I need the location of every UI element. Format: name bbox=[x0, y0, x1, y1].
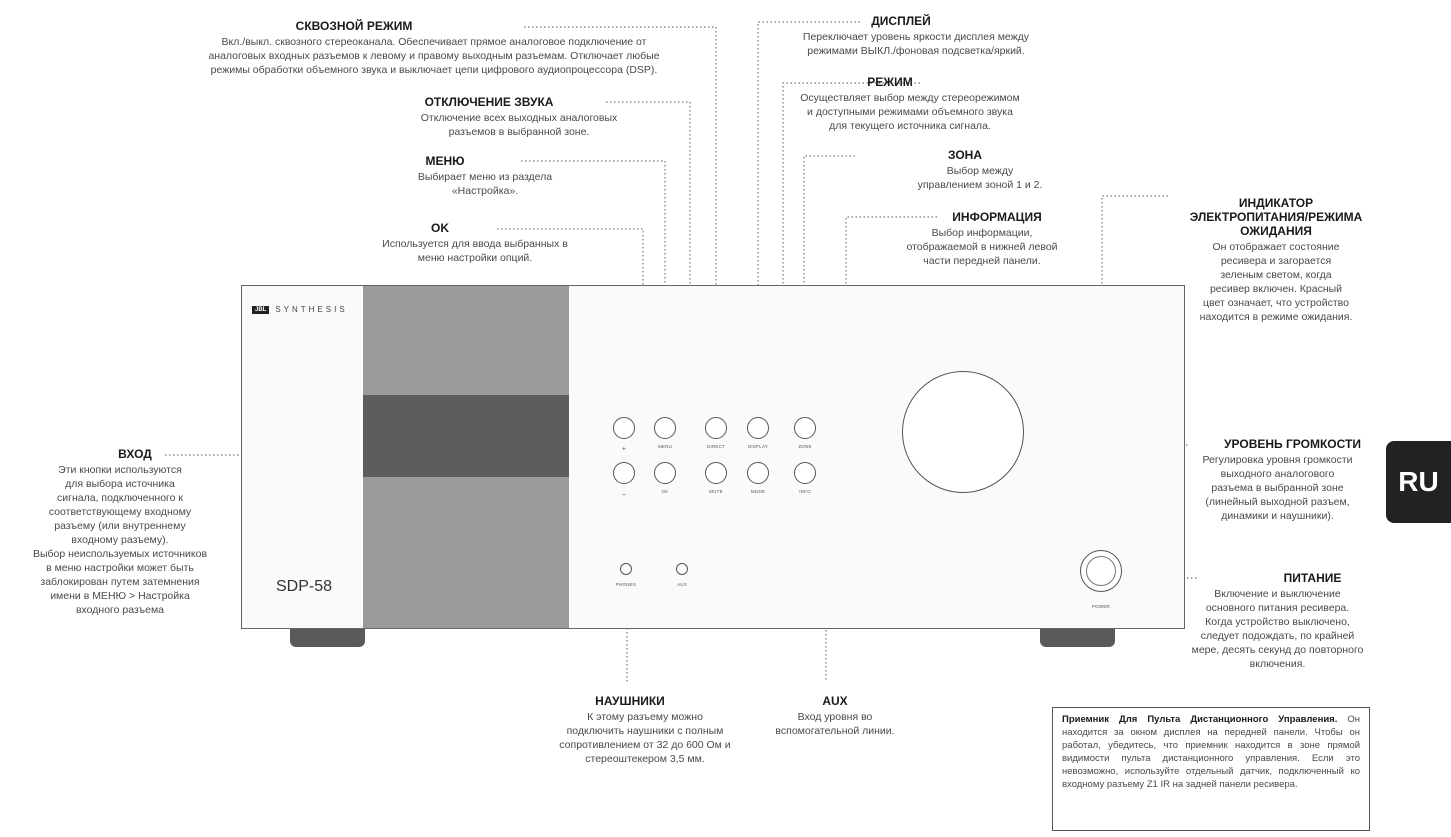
phones-jack[interactable] bbox=[620, 563, 632, 575]
zone-button[interactable] bbox=[794, 417, 816, 439]
display-label: DISPLAY bbox=[747, 444, 769, 449]
zone-annotation: ЗОНА Выбор между управлением зоной 1 и 2. bbox=[917, 148, 1043, 191]
brand-logo: JBL SYNTHESIS bbox=[252, 305, 348, 314]
info-label: INFO bbox=[799, 489, 811, 494]
ir-note-text: Он находится за окном дисплея на передней панели. Чтобы он работал, убедитесь, что приемник находится в зоне прямой видимости пульта дистанционного управления. Если это невозможно, используйте отдельный датчик, подключенный ко входному разъему Z1 IR на задней панели ресивера. bbox=[1062, 714, 1361, 790]
mode-annotation: РЕЖИМ Осуществляет выбор между стереорежимом и доступными режимами объемного звука для текущего источника сигнала. bbox=[800, 75, 1020, 132]
display-button[interactable] bbox=[747, 417, 769, 439]
input-up-label: + bbox=[621, 446, 627, 453]
menu-button[interactable] bbox=[654, 417, 676, 439]
direct-button[interactable] bbox=[705, 417, 727, 439]
power-label: POWER bbox=[1091, 604, 1110, 609]
mode-button[interactable] bbox=[747, 462, 769, 484]
ok-button[interactable] bbox=[654, 462, 676, 484]
phones-label: PHONES bbox=[615, 582, 637, 587]
power-button[interactable] bbox=[1080, 550, 1122, 592]
direct-label: DIRECT bbox=[707, 444, 725, 449]
ok-label: OK bbox=[661, 489, 669, 494]
model-label: SDP-58 bbox=[276, 578, 333, 595]
left-foot bbox=[290, 629, 365, 647]
power-annotation: ПИТАНИЕ Включение и выключение основного питания ресивера. Когда устройство выключено, следует подождать, по крайней мере, десять секунд до повторного включения. bbox=[1191, 571, 1364, 670]
input-annotation: ВХОД Эти кнопки используются для выбора источника сигнала, подключенного к соответствующему входному разъему (или внутреннему входному разъему). Выбор неиспользуемых источников в меню настройки может быть заблокирован путем затемнения имени в МЕНЮ > Настройка входного разъема bbox=[32, 447, 208, 616]
brand-subtitle: SYNTHESIS bbox=[275, 305, 348, 314]
direct-annotation: СКВОЗНОЙ РЕЖИМ Вкл./выкл. сквозного стереоканала. Обеспечивает прямое аналоговое подключение от аналоговых входных разъемов к левому и правому выходным разъемам. Отключает любые режимы обработки объемного звука и выключает цепи цифрового аудиопроцессора (DSP). bbox=[208, 19, 660, 76]
mode-label: MODE bbox=[750, 489, 766, 494]
phones-annotation: НАУШНИКИ К этому разъему можно подключить наушники с полным сопротивлением от 32 до 600 Ом и стереоштекером 3,5 мм. bbox=[559, 694, 731, 765]
mute-label: MUTE bbox=[709, 489, 723, 494]
input-down-button[interactable] bbox=[613, 462, 635, 484]
info-button[interactable] bbox=[794, 462, 816, 484]
ir-note-title: Приемник Для Пульта Дистанционного Управления. bbox=[1062, 714, 1338, 725]
mute-button[interactable] bbox=[705, 462, 727, 484]
language-tab: RU bbox=[1386, 441, 1451, 523]
display-annotation: ДИСПЛЕЙ Переключает уровень яркости дисплея между режимами ВЫКЛ./фоновая подсветка/яркий. bbox=[802, 14, 1030, 57]
input-down-label: – bbox=[621, 491, 627, 498]
standby-annotation: ИНДИКАТОР ЭЛЕКТРОПИТАНИЯ/РЕЖИМА ОЖИДАНИЯ Он отображает состояние ресивера и загорается зеленым светом, когда ресивер включен. Красный цвет означает, что устройство находится в режиме ожидания. bbox=[1189, 196, 1363, 323]
info-annotation: ИНФОРМАЦИЯ Выбор информации, отображаемой в нижней левой части передней панели. bbox=[906, 210, 1058, 267]
right-foot bbox=[1040, 629, 1115, 647]
aux-jack[interactable] bbox=[676, 563, 688, 575]
input-up-button[interactable] bbox=[613, 417, 635, 439]
volume-annotation: УРОВЕНЬ ГРОМКОСТИ Регулировка уровня громкости выходного аналогового разъема в выбранной зоне (линейный выходной разъем, динамики и наушники). bbox=[1202, 437, 1361, 522]
aux-label: AUX bbox=[677, 582, 687, 587]
zone-label: ZONE bbox=[798, 444, 812, 449]
receiver-front-panel bbox=[241, 285, 1185, 629]
ok-annotation: OK Используется для ввода выбранных в меню настройки опций. bbox=[382, 221, 568, 264]
aux-annotation: AUX Вход уровня во вспомогательной линии. bbox=[775, 694, 895, 737]
volume-knob[interactable] bbox=[902, 371, 1024, 493]
mute-annotation: ОТКЛЮЧЕНИЕ ЗВУКА Отключение всех выходных аналоговых разъемов в выбранной зоне. bbox=[420, 95, 618, 138]
ir-receiver-note bbox=[1052, 707, 1370, 831]
menu-annotation: МЕНЮ Выбирает меню из раздела «Настройка». bbox=[417, 154, 553, 197]
menu-label: MENU bbox=[657, 444, 673, 449]
display-window bbox=[363, 286, 569, 628]
